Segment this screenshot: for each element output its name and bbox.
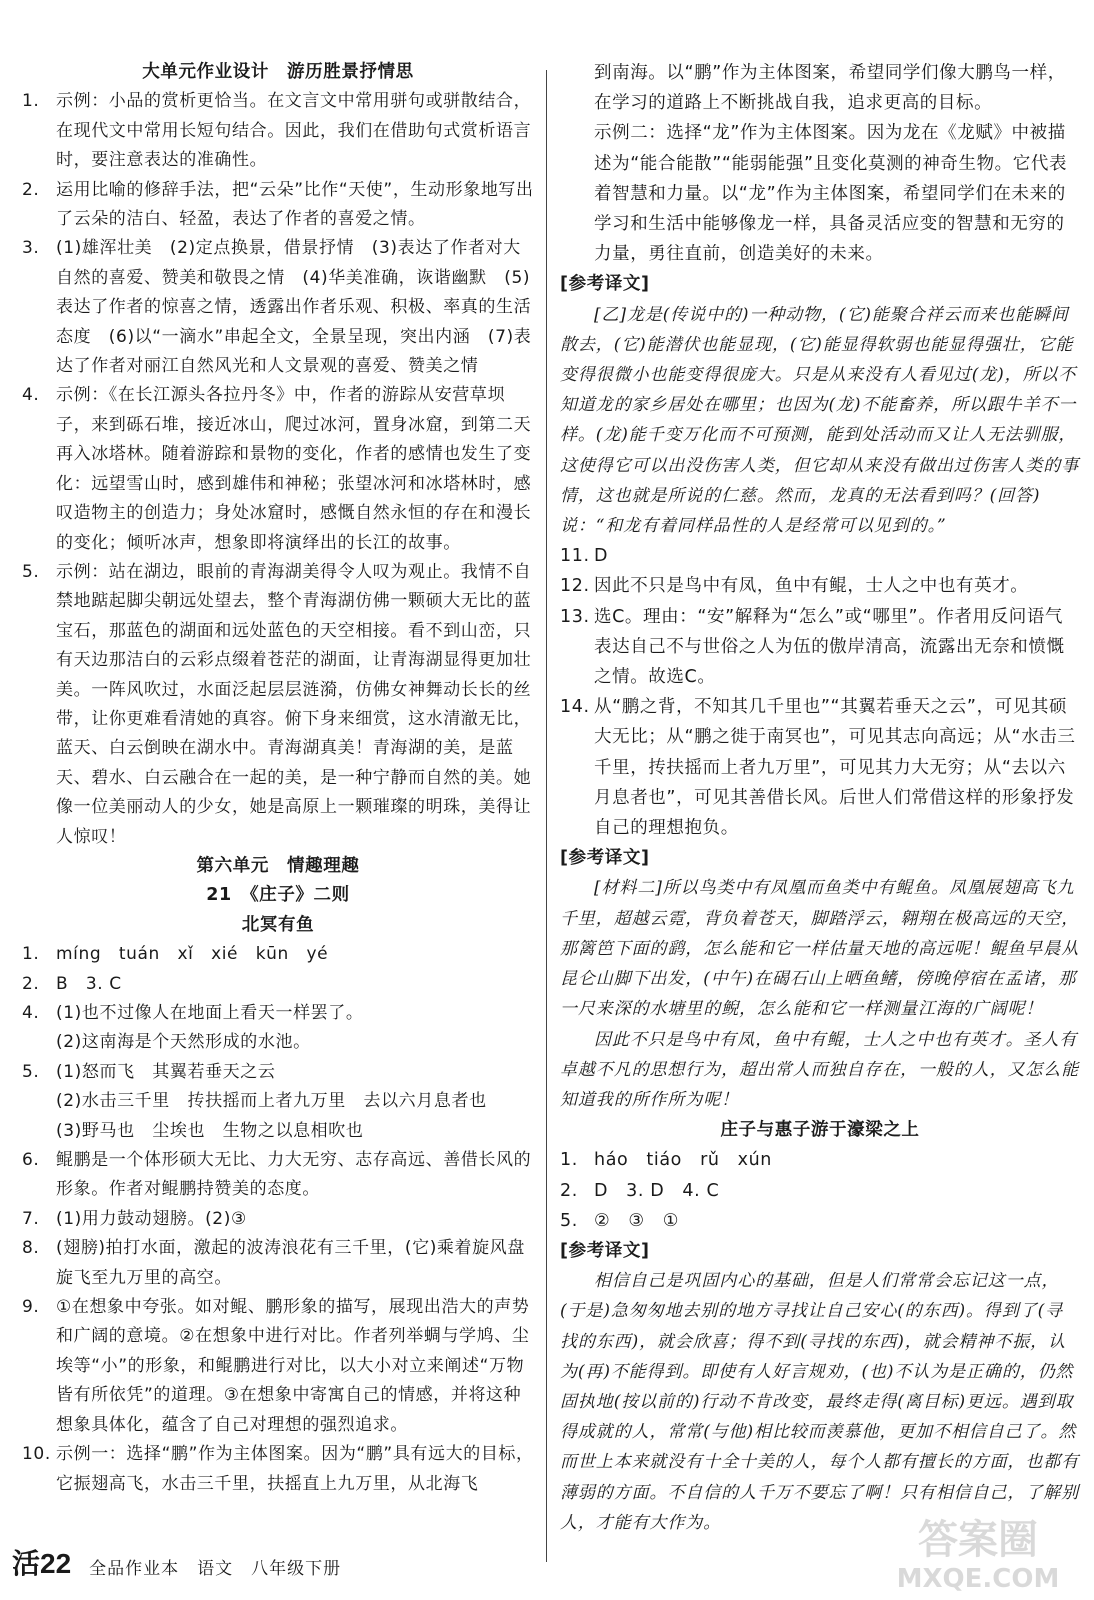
answer-text: háo tiáo rǔ xún [594,1150,773,1171]
answer-number: 9. [22,1297,40,1318]
answer-item [560,571,1080,601]
answer-number: 5. [22,1061,40,1082]
answer-text: (2)这南海是个天然形成的水池。 [56,1032,311,1053]
answer-number: 12. [560,576,590,597]
answer-text: D 3. D 4. C [594,1180,720,1201]
answer-number: 2. [22,179,40,200]
translation-paragraph: 相信自己是巩固内心的基础，但是人们常常会忘记这一点，(于是)急匆匆地去别的地方寻找让自己安心(的东西)。得到了(寻找的东西)，就会欣喜；得不到(寻找的东西)，就会精神不振，认为(再)不能得到。即使有人好言规劝，(也)不认为是正确的，仍然固执地(按以前的)行动不肯改变，最终走得(离目标)更远。遇到取得成就的人，常常(与他)相比较而羡慕他，更加不相信自己了。然而世上本来就没有十全十美的人，每个人都有擅长的方面，也都有薄弱的方面。不自信的人千万不要忘了啊！只有相信自己，了解别人，才能有大作为。 [560,1271,1080,1533]
answer-item [560,1176,1080,1206]
answer-number: 1. [22,944,40,965]
answer-text: ② ③ ① [594,1210,680,1231]
answer-number: 8. [22,1238,40,1259]
translation-paragraph: 因此不只是鸟中有凤，鱼中有鲲，士人之中也有英才。圣人有卓越不凡的思想行为，超出常人而独自存在，一般的人，又怎么能知道我的所作所为呢！ [560,1029,1080,1110]
answer-item [560,541,1080,571]
section-heading: 北冥有鱼 [241,914,315,935]
answer-item [22,234,534,381]
answer-text: D [594,546,609,567]
answer-item [22,558,534,852]
answer-number: 10. [22,1444,51,1465]
answer-item [22,1234,534,1293]
section-heading: 大单元作业设计 游历胜景抒情思 [142,62,414,82]
answer-text: (1)怒而飞 其翼若垂天之云 [56,1061,276,1082]
answer-number: 13. [560,606,590,627]
answer-text: 示例：小品的赏析更恰当。在文言文中常用骈句或骈散结合，在现代文中常用长短句结合。因此，我们在借助句式赏析语言时，要注意表达的准确性。 [56,91,532,171]
reference-translation-label: [参考译文] [560,274,650,295]
answer-number: 5. [22,561,40,582]
answer-text: B 3. C [56,973,122,994]
answer-item [22,87,534,175]
answer-item [560,692,1080,843]
answer-item [560,1206,1080,1236]
answer-number: 2. [560,1180,578,1201]
watermark-logo [880,1505,1076,1595]
answer-number: 4. [22,1003,40,1023]
answer-item [22,1146,534,1205]
answer-number: 2. [22,973,40,994]
translation-paragraph: [乙]龙是(传说中的)一种动物，(它)能聚合祥云而来也能瞬间散去，(它)能潜伏也能显现，(它)能显得软弱也能显得强壮，它能变得很微小也能变得很庞大。只是从来没有人看见过(龙)，所以不知道龙的家乡居处在哪里；也因为(龙)不能畜养，所以跟牛羊不一样。(龙)能千变万化而不可预测，能到处活动而又让人无法驯服，这使得它可以出没伤害人类，但它却从来没有做出过伤害人类的事情，这也就是所说的仁慈。然而，龙真的无法看到吗？(回答)说：“和龙有着同样品性的人是经常可以见到的。” [560,304,1080,537]
left-column [22,58,534,1499]
right-column [560,58,1080,1538]
answer-text: (1)雄浑壮美 (2)定点换景，借景抒情 (3)表达了作者对大自然的喜爱、赞美和敬畏之情 (4)华美准确，诙谐幽默 (5)表达了作者的惊喜之情，透露出作者乐观、积极、率真的生活态度 (6)以“一滴水”串起全文，全景呈现，突出内涵 (7)表达了作者对丽江自然风光和人文景观的喜爱、赞美之情 [56,238,532,377]
answer-text: 运用比喻的修辞手法，把“云朵”比作“天使”，生动形象地写出了云朵的洁白、轻盈，表达了作者的喜爱之情。 [56,179,534,230]
answer-text: ①在想象中夸张。如对鲲、鹏形象的描写，展现出浩大的声势和广阔的意境。②在想象中进行对比。作者列举蜩与学鸠、尘埃等“小”的形象，和鲲鹏进行对比，以大小对立来阐述“万物皆有所依凭”的道理。③在想象中寄寓自己的情感，并将这种想象具体化，蕴含了自己对理想的强烈追求。 [56,1297,530,1435]
answer-text: (翅膀)拍打水面，激起的波涛浪花有三千里，(它)乘着旋风盘旋飞至九万里的高空。 [56,1238,525,1288]
watermark-url: MXQE.COM [896,1564,1060,1594]
book-title: 全品作业本 语文 八年级下册 [89,1559,342,1579]
answer-item [560,602,1080,693]
answer-item [22,1205,534,1234]
section-heading: 第六单元 情趣理趣 [196,855,360,876]
answer-text: 因此不只是鸟中有凤，鱼中有鲲，士人之中也有英才。 [594,576,1029,597]
answer-text: 鲲鹏是一个体形硕大无比、力大无穷、志存高远、善借长风的形象。作者对鲲鹏持赞美的态度。 [56,1150,532,1200]
answer-number: 1. [22,91,40,112]
answer-text: 示例：站在湖边，眼前的青海湖美得令人叹为观止。我情不自禁地踮起脚尖朝远处望去，整个青海湖仿佛一颗硕大无比的蓝宝石，那蓝色的湖面和远处蓝色的天空相接。看不到山峦，只有天边那洁白的云彩点缀着苍茫的湖面，让青海湖显得更加壮美。一阵风吹过，水面泛起层层涟漪，仿佛女神舞动长长的丝带，让你更难看清她的真容。俯下身来细赏，这水清澈无比，蓝天、白云倒映在湖水中。青海湖真美！青海湖的美，是蓝天、碧水、白云融合在一起的美，是一种宁静而自然的美。她像一位美丽动人的少女，她是高原上一颗璀璨的明珠，美得让人惊叹！ [56,561,532,847]
answer-number: 14. [560,697,590,718]
page-number: 活22 [12,1548,72,1579]
answer-item [22,176,534,235]
answer-number: 6. [22,1150,40,1171]
translation-paragraph: [材料二]所以鸟类中有凤凰而鱼类中有鲲鱼。凤凰展翅高飞九千里，超越云霓，背负着苍天，脚踏浮云，翱翔在极高远的天空，那篱笆下面的鹞，怎么能和它一样估量天地的高远呢！鲲鱼早晨从昆仑山脚下出发，(中午)在碣石山上晒鱼鳍，傍晚停宿在孟诸，那一尺来深的水塘里的鲵，怎么能和它一样测量江海的广阔呢！ [560,878,1080,1020]
answer-item [22,970,534,999]
answer-item [22,999,534,1058]
answer-text: 选C。理由：“安”解释为“怎么”或“哪里”。作者用反问语气表达自己不与世俗之人为伍的傲岸清高，流露出无奈和愤慨之情。故选C。 [594,606,1065,688]
answer-number: 11. [560,546,590,567]
answer-item [22,1293,534,1440]
answer-text: (1)也不过像人在地面上看天一样罢了。 [56,1003,364,1023]
page-footer [12,1548,341,1582]
answer-number: 5. [560,1210,578,1231]
answer-item [22,940,534,969]
reference-translation-label: [参考译文] [560,848,650,869]
answer-item [560,1145,1080,1175]
watermark-text: 答案圈 [918,1517,1038,1563]
answer-text: (2)水击三千里 抟扶摇而上者九万里 去以六月息者也 [56,1091,487,1112]
section-heading: 庄子与惠子游于濠梁之上 [720,1120,920,1141]
reference-translation-label: [参考译文] [560,1240,650,1261]
answer-item [22,1058,534,1146]
column-divider [546,70,547,1562]
answer-text: 示例二：选择“龙”作为主体图案。因为龙在《龙赋》中被描述为“能合能散”“能弱能强”且变化莫测的神奇生物。它代表着智慧和力量。以“龙”作为主体图案，希望同学们在未来的学习和生活中能够像龙一样，具备灵活应变的智慧和无穷的力量，勇往直前，创造美好的未来。 [594,123,1068,265]
answer-text: (3)野马也 尘埃也 生物之以息相吹也 [56,1120,364,1141]
answer-text: 从“鹏之背，不知其几千里也”“其翼若垂天之云”，可见其硕大无比；从“鹏之徙于南冥也”，可见其志向高远；从“水击三千里，抟扶摇而上者九万里”，可见其力大无穷；从“去以六月息者也”，可见其善借长风。后世人们常借这样的形象抒发自己的理想抱负。 [594,697,1076,839]
answer-text: 到南海。以“鹏”作为主体图案，希望同学们像大鹏鸟一样，在学习的道路上不断挑战自我，追求更高的目标。 [594,63,1066,114]
answer-text: 示例：《在长江源头各拉丹冬》中，作者的游踪从安营草坝子，来到砾石堆，接近冰山，爬过冰河，置身冰窟，到第二天再入冰塔林。随着游踪和景物的变化，作者的感情也发生了变化：远望雪山时，感到雄伟和神秘；张望冰河和冰塔林时，感叹造物主的创造力；身处冰窟时，感慨自然永恒的存在和漫长的变化；倾听冰声，想象即将演绎出的长江的故事。 [56,385,532,553]
answer-number: 7. [22,1208,40,1229]
answer-text: 示例一：选择“鹏”作为主体图案。因为“鹏”具有远大的目标，它振翅高飞，水击三千里，扶摇直上九万里，从北海飞 [56,1444,534,1494]
answer-text: (1)用力鼓动翅膀。(2)③ [56,1208,247,1229]
answer-item [22,1440,534,1499]
answer-number: 4. [22,385,40,406]
section-heading: 21 《庄子》二则 [206,885,350,906]
answer-item [22,381,534,557]
answer-number: 1. [560,1150,578,1171]
answer-text: míng tuán xǐ xié kūn yé [56,944,329,965]
answer-number: 3. [22,238,40,259]
